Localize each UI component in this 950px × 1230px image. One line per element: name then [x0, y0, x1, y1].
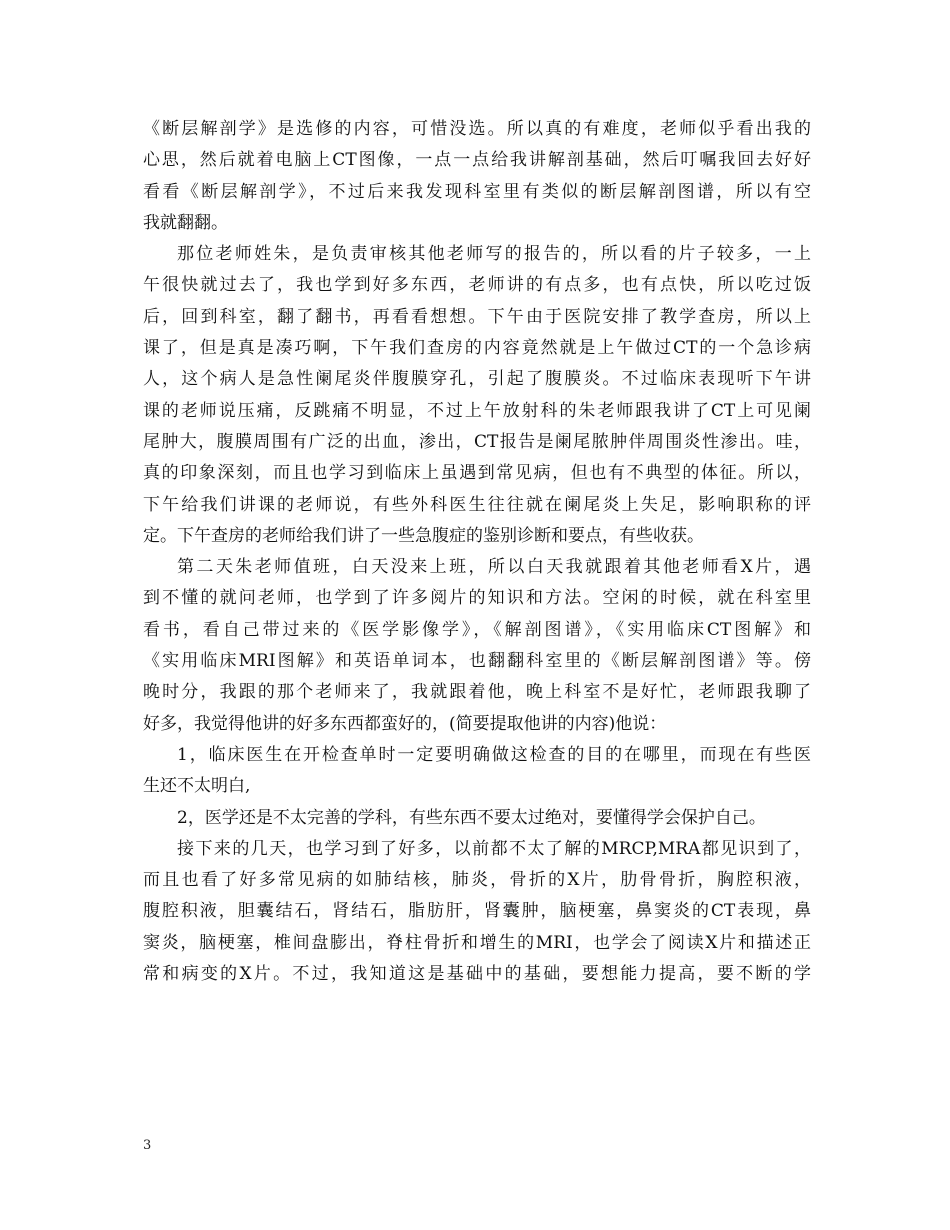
- text-line: 常和病变的X片。不过，我知道这是基础中的基础，要想能力提高，要不断的学: [143, 964, 811, 985]
- text-line: 午很快就过去了，我也学到好多东西，老师讲的有点多，也有点快，所以吃过饭: [143, 275, 811, 296]
- text-line: 晚时分，我跟的那个老师来了，我就跟着他，晚上科室不是好忙，老师跟我聊了: [143, 682, 811, 703]
- text-line: 《断层解剖学》是选修的内容，可惜没选。所以真的有难度，老师似乎看出我的: [143, 119, 811, 139]
- text-line: 而且也看了好多常见病的如肺结核，肺炎，骨折的X片，肋骨骨折，胸腔积液，: [143, 870, 811, 891]
- text-line: 腹腔积液，胆囊结石，肾结石，脂肪肝，肾囊肿，脑梗塞，鼻窦炎的CT表现，鼻: [143, 901, 811, 922]
- text-line: 生还不太明白,: [143, 776, 251, 797]
- text-line: 第二天朱老师值班，白天没来上班，所以白天我就跟着其他老师看X片，遇: [177, 557, 811, 578]
- text-line: 接下来的几天，也学习到了好多，以前都不太了解的MRCP,MRA都见识到了，: [177, 838, 811, 859]
- text-line: 1，临床医生在开检查单时一定要明确做这检查的目的在哪里，而现在有些医: [177, 744, 811, 765]
- text-line: 2，医学还是不太完善的学科，有些东西不要太过绝对，要懂得学会保护自己。: [177, 807, 766, 828]
- text-line: 那位老师姓朱，是负责审核其他老师写的报告的，所以看的片子较多，一上: [177, 244, 811, 265]
- text-line: 看书，看自己带过来的《医学影像学》，《解剖图谱》，《实用临床CT图解》和: [143, 619, 811, 640]
- text-line: 人，这个病人是急性阑尾炎伴腹膜穿孔，引起了腹膜炎。不过临床表现听下午讲: [143, 369, 811, 390]
- text-line: 后，回到科室，翻了翻书，再看看想想。下午由于医院安排了教学查房，所以上: [143, 306, 811, 327]
- text-line: 心思，然后就着电脑上CT图像，一点一点给我讲解剖基础，然后叮嘱我回去好好: [143, 150, 811, 171]
- text-line: 定。下午查房的老师给我们讲了一些急腹症的鉴别诊断和要点，有些收获。: [143, 525, 704, 546]
- document-body: [143, 114, 811, 990]
- text-line: 课了，但是真是凑巧啊，下午我们查房的内容竟然就是上午做过CT的一个急诊病: [143, 338, 811, 359]
- text-line: 尾肿大，腹膜周围有广泛的出血，渗出，CT报告是阑尾脓肿伴周围炎性渗出。哇，: [143, 431, 811, 452]
- text-line: 看看《断层解剖学》，不过后来我发现科室里有类似的断层解剖图谱，所以有空: [143, 181, 811, 202]
- text-line: 窦炎，脑梗塞，椎间盘膨出，脊柱骨折和增生的MRI，也学会了阅读X片和描述正: [143, 932, 811, 953]
- text-line: 好多，我觉得他讲的好多东西都蛮好的，(简要提取他讲的内容)他说：: [143, 713, 667, 734]
- text-line: 到不懂的就问老师，也学到了许多阅片的知识和方法。空闲的时候，就在科室里: [143, 588, 811, 609]
- text-line: 课的老师说压痛，反跳痛不明显，不过上午放射科的朱老师跟我讲了CT上可见阑: [143, 400, 811, 421]
- text-line: 下午给我们讲课的老师说，有些外科医生往往就在阑尾炎上失足，影响职称的评: [143, 494, 811, 515]
- page-number: 3: [143, 1138, 152, 1153]
- text-line: 我就翻翻。: [143, 212, 228, 233]
- text-line: 《实用临床MRI图解》和英语单词本，也翻翻科室里的《断层解剖图谱》等。傍: [143, 651, 811, 672]
- text-line: 真的印象深刻，而且也学习到临床上虽遇到常见病，但也有不典型的体征。所以，: [143, 463, 811, 484]
